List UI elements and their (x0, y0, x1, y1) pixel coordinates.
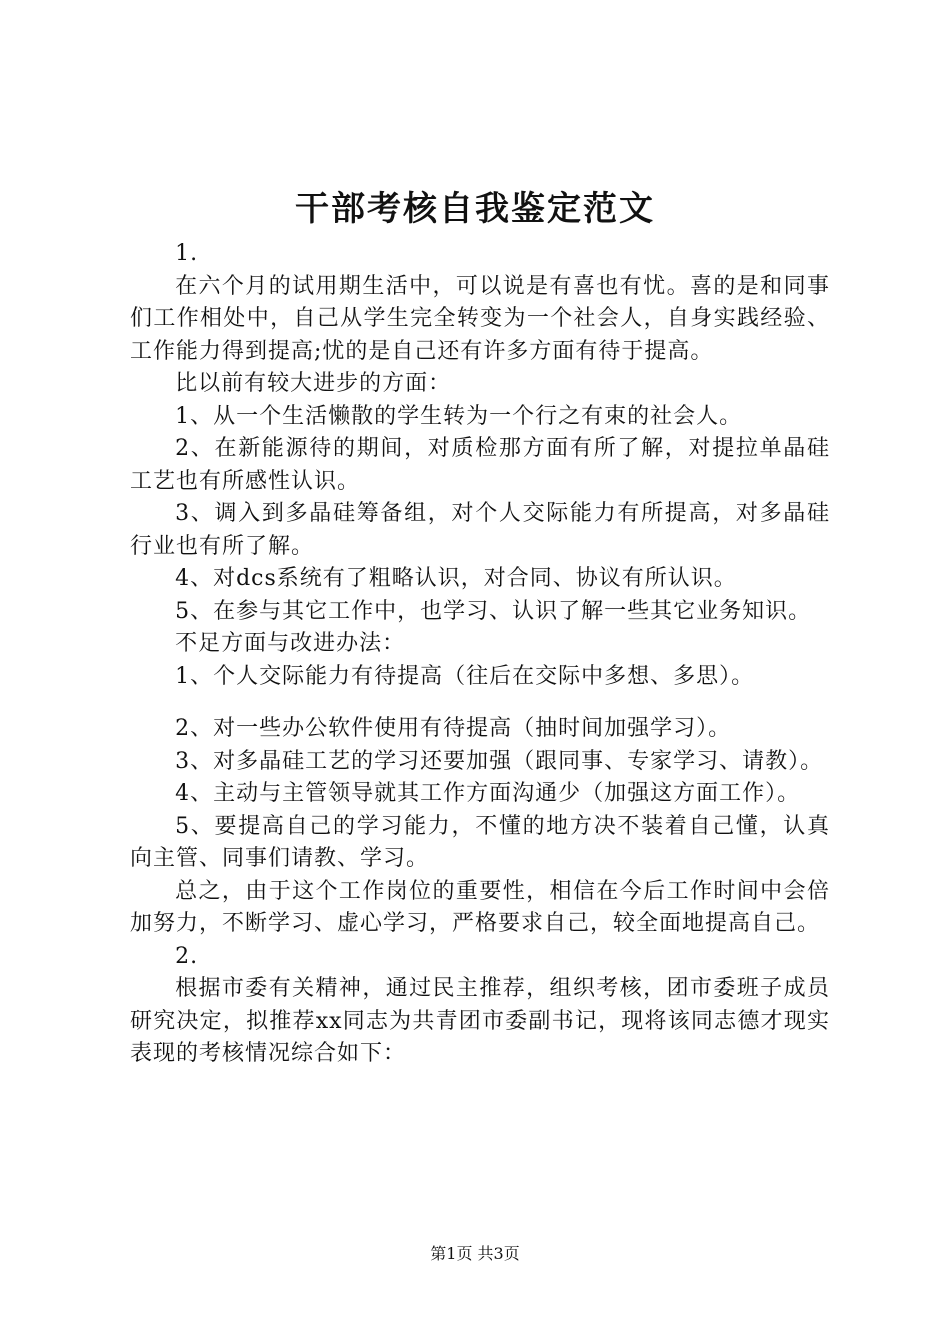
list-item: 2、在新能源待的期间，对质检那方面有所了解，对提拉单晶硅工艺也有所感性认识。 (130, 436, 830, 494)
list-item: 1、从一个生活懒散的学生转为一个行之有束的社会人。 (175, 403, 743, 429)
list-item: 5、要提高自己的学习能力，不懂的地方决不装着自己懂，认真向主管、同事们请教、学习。 (130, 813, 830, 871)
list-item: 3、对多晶硅工艺的学习还要加强（跟同事、专家学习、请教）。 (175, 748, 824, 774)
section-number: 1. (175, 241, 199, 266)
document-title: 干部考核自我鉴定范文 (295, 189, 655, 229)
list-item: 5、在参与其它工作中，也学习、认识了解一些其它业务知识。 (175, 598, 812, 624)
paragraph: 根据市委有关精神，通过民主推荐，组织考核，团市委班子成员研究决定，拟推荐xx同志为共青团市委副书记，现将该同志德才现实表现的考核情况综合如下： (130, 976, 830, 1066)
list-item: 2、对一些办公软件使用有待提高（抽时间加强学习）。 (175, 716, 732, 741)
paragraph: 在六个月的试用期生活中，可以说是有喜也有忧。喜的是和同事们工作相处中，自己从学生完全转变为一个社会人，自身实践经验、工作能力得到提高;忧的是自己还有许多方面有待于提高。 (130, 273, 830, 364)
list-item: 3、调入到多晶硅筹备组，对个人交际能力有所提高，对多晶硅行业也有所了解。 (130, 501, 830, 559)
section-number: 2. (175, 943, 199, 969)
list-item: 4、主动与主管领导就其工作方面沟通少（加强这方面工作）。 (175, 781, 801, 806)
page-footer: 第1页 共3页 (430, 1244, 520, 1263)
list-item: 4、对dcs系统有了粗略认识，对合同、协议有所认识。 (175, 566, 737, 591)
paragraph: 总之，由于这个工作岗位的重要性，相信在今后工作时间中会倍加努力，不断学习、虚心学习，严格要求自己，较全面地提高自己。 (130, 878, 830, 936)
document-body (130, 238, 830, 1071)
section-heading: 不足方面与改进办法： (175, 631, 406, 656)
section-heading: 比以前有较大进步的方面： (175, 371, 452, 396)
list-item: 1、个人交际能力有待提高（往后在交际中多想、多思）。 (175, 663, 755, 689)
